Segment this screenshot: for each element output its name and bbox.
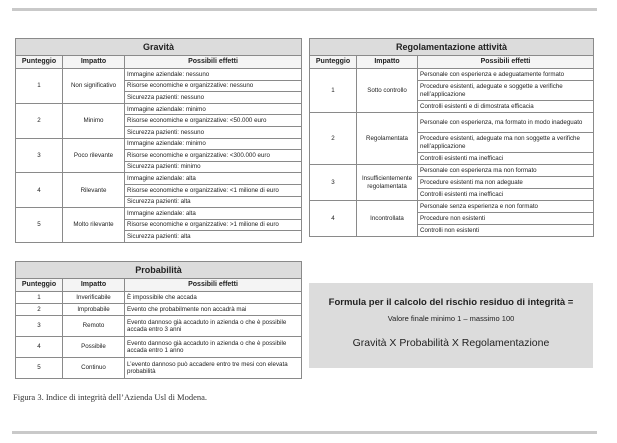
effect-cell: Risorse economiche e organizzative: >1 milione di euro bbox=[125, 219, 302, 231]
effect-cell: Sicurezza pazienti: alta bbox=[125, 196, 302, 208]
impact-cell: Rilevante bbox=[63, 173, 125, 208]
impact-cell: Incontrollata bbox=[357, 201, 418, 237]
table-row bbox=[16, 103, 302, 115]
probabilita-header-impact: Impatto bbox=[63, 279, 125, 292]
score-cell: 4 bbox=[16, 337, 63, 358]
effect-cell: Sicurezza pazienti: nessuno bbox=[125, 92, 302, 104]
score-cell: 5 bbox=[16, 208, 63, 243]
score-cell: 2 bbox=[310, 113, 357, 165]
effect-cell: Controlli esistenti e di dimostrata efficacia bbox=[418, 101, 594, 113]
effect-cell: Evento dannoso già accaduto in azienda o che è possibile accada entro 1 anno bbox=[125, 337, 302, 358]
table-row bbox=[310, 165, 594, 177]
impact-cell: Non significativo bbox=[63, 69, 125, 104]
probabilita-header-score: Punteggio bbox=[16, 279, 63, 292]
score-cell: 3 bbox=[310, 165, 357, 201]
score-cell: 5 bbox=[16, 358, 63, 379]
effect-cell: Risorse economiche e organizzative: <50.000 euro bbox=[125, 115, 302, 127]
effect-cell: Risorse economiche e organizzative: nessuno bbox=[125, 80, 302, 92]
formula-expression: Gravità X Probabilità X Regolamentazione bbox=[352, 337, 550, 349]
table-row bbox=[16, 208, 302, 220]
effect-cell: Procedure esistenti, adeguate ma non soggette a verifiche nell’applicazione bbox=[418, 133, 594, 153]
table-row bbox=[16, 138, 302, 150]
effect-cell: Risorse economiche e organizzative: <1 milione di euro bbox=[125, 184, 302, 196]
gravita-header-impact: Impatto bbox=[63, 56, 125, 69]
impact-cell: Remoto bbox=[63, 316, 125, 337]
score-cell: 2 bbox=[16, 304, 63, 316]
probabilita-title: Probabilità bbox=[16, 262, 302, 279]
formula-title: Formula per il calcolo del rischio residuo di integrità = bbox=[328, 297, 574, 308]
impact-cell: Possibile bbox=[63, 337, 125, 358]
impact-cell: Improbabile bbox=[63, 304, 125, 316]
table-row bbox=[310, 113, 594, 133]
score-cell: 4 bbox=[310, 201, 357, 237]
impact-cell: Minimo bbox=[63, 103, 125, 138]
table-row bbox=[16, 304, 302, 316]
effect-cell: Controlli non esistenti bbox=[418, 225, 594, 237]
effect-cell: Controlli esistenti ma inefficaci bbox=[418, 189, 594, 201]
effect-cell: Personale senza esperienza e non formato bbox=[418, 201, 594, 213]
effect-cell: L’evento dannoso può accadere entro tre mesi con elevata probabilità bbox=[125, 358, 302, 379]
impact-cell: Poco rilevante bbox=[63, 138, 125, 173]
impact-cell: Molto rilevante bbox=[63, 208, 125, 243]
effect-cell: Evento che probabilmente non accadrà mai bbox=[125, 304, 302, 316]
impact-cell: Insufficientemente regolamentata bbox=[357, 165, 418, 201]
regolamentazione-table bbox=[309, 38, 594, 237]
impact-cell: Inverificabile bbox=[63, 292, 125, 304]
effect-cell: Immagine aziendale: alta bbox=[125, 173, 302, 185]
effect-cell: Controlli esistenti ma inefficaci bbox=[418, 153, 594, 165]
effect-cell: Risorse economiche e organizzative: <300.000 euro bbox=[125, 150, 302, 162]
score-cell: 3 bbox=[16, 138, 63, 173]
score-cell: 1 bbox=[16, 292, 63, 304]
score-cell: 3 bbox=[16, 316, 63, 337]
table-row bbox=[16, 173, 302, 185]
effect-cell: Immagine aziendale: alta bbox=[125, 208, 302, 220]
effect-cell: Immagine aziendale: minimo bbox=[125, 103, 302, 115]
effect-cell: Procedure non esistenti bbox=[418, 213, 594, 225]
score-cell: 1 bbox=[16, 69, 63, 104]
score-cell: 1 bbox=[310, 69, 357, 113]
formula-box bbox=[309, 283, 593, 368]
effect-cell: Immagine aziendale: nessuno bbox=[125, 69, 302, 81]
regolamentazione-header-impact: Impatto bbox=[357, 56, 418, 69]
effect-cell: Evento dannoso già accaduto in azienda o che è possibile accada entro 3 anni bbox=[125, 316, 302, 337]
gravita-header-score: Punteggio bbox=[16, 56, 63, 69]
effect-cell: Personale con esperienza e adeguatamente formato bbox=[418, 69, 594, 81]
probabilita-header-effects: Possibili effetti bbox=[125, 279, 302, 292]
gravita-title: Gravità bbox=[16, 39, 302, 56]
score-cell: 2 bbox=[16, 103, 63, 138]
table-row bbox=[16, 69, 302, 81]
table-row bbox=[16, 337, 302, 358]
bottom-rule bbox=[12, 431, 597, 434]
formula-range: Valore finale minimo 1 – massimo 100 bbox=[387, 314, 515, 323]
effect-cell: Sicurezza pazienti: alta bbox=[125, 231, 302, 243]
score-cell: 4 bbox=[16, 173, 63, 208]
table-row bbox=[16, 358, 302, 379]
effect-cell: Sicurezza pazienti: nessuno bbox=[125, 126, 302, 138]
table-row bbox=[310, 69, 594, 81]
effect-cell: Procedure esistenti, adeguate e soggette a verifiche nell’applicazione bbox=[418, 81, 594, 101]
effect-cell: Procedure esistenti ma non adeguate bbox=[418, 177, 594, 189]
regolamentazione-header-effects: Possibili effetti bbox=[418, 56, 594, 69]
impact-cell: Continuo bbox=[63, 358, 125, 379]
gravita-table bbox=[15, 38, 302, 243]
table-row bbox=[16, 292, 302, 304]
table-row bbox=[16, 316, 302, 337]
effect-cell: Personale con esperienza, ma formato in modo inadeguato bbox=[418, 113, 594, 133]
gravita-header-effects: Possibili effetti bbox=[125, 56, 302, 69]
impact-cell: Regolamentata bbox=[357, 113, 418, 165]
regolamentazione-header-score: Punteggio bbox=[310, 56, 357, 69]
table-row bbox=[310, 201, 594, 213]
top-rule bbox=[12, 8, 597, 11]
effect-cell: Immagine aziendale: minimo bbox=[125, 138, 302, 150]
figure-caption: Figura 3. Indice di integrità dell’Azienda Usl di Modena. bbox=[13, 392, 208, 402]
impact-cell: Sotto controllo bbox=[357, 69, 418, 113]
probabilita-table bbox=[15, 261, 302, 379]
regolamentazione-title: Regolamentazione attività bbox=[310, 39, 594, 56]
effect-cell: È impossibile che accada bbox=[125, 292, 302, 304]
effect-cell: Sicurezza pazienti: minimo bbox=[125, 161, 302, 173]
effect-cell: Personale con esperienza ma non formato bbox=[418, 165, 594, 177]
